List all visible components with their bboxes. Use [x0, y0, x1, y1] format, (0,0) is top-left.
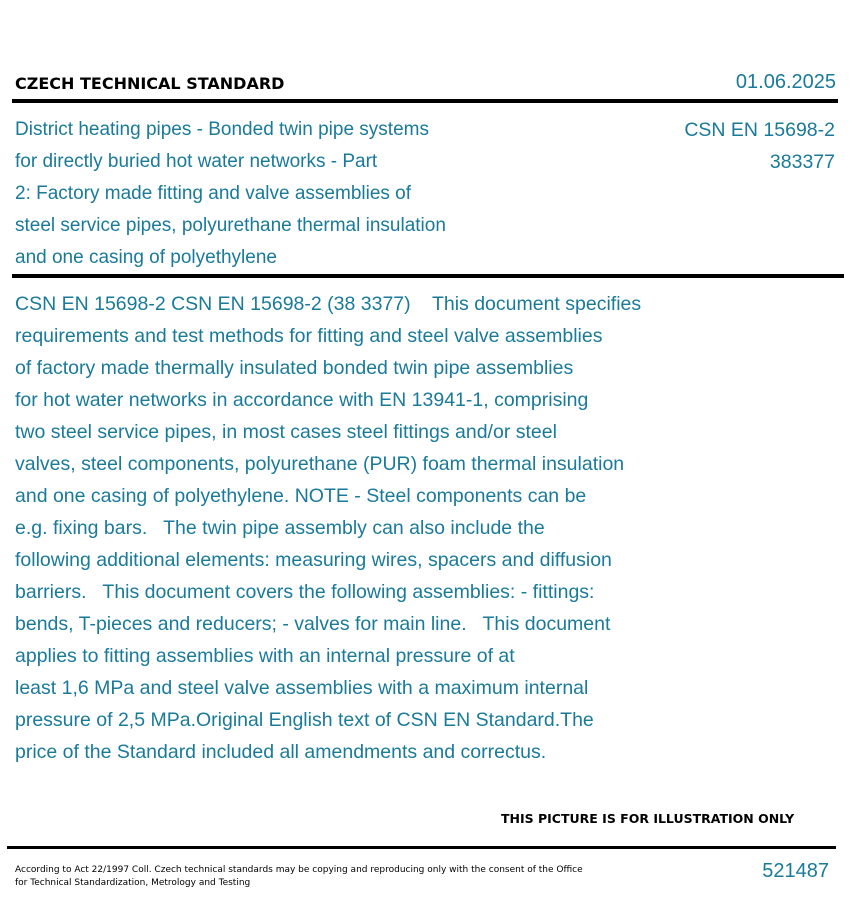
- standard-title-line: and one casing of polyethylene: [15, 247, 277, 268]
- document-header-title: CZECH TECHNICAL STANDARD: [15, 74, 285, 93]
- abstract-line: two steel service pipes, in most cases steel fittings and/or steel: [15, 421, 557, 443]
- abstract-line: barriers. This document covers the following assemblies: - fittings:: [15, 581, 595, 603]
- standard-code: CSN EN 15698-2: [684, 119, 835, 141]
- legal-notice: [15, 864, 595, 890]
- abstract-line: bends, T-pieces and reducers; - valves for main line. This document: [15, 613, 611, 635]
- abstract-line: applies to fitting assemblies with an internal pressure of at: [15, 645, 515, 667]
- abstract-line: pressure of 2,5 MPa.Original English text of CSN EN Standard.The: [15, 709, 594, 731]
- abstract-line: following additional elements: measuring wires, spacers and diffusion: [15, 549, 612, 571]
- abstract-line: CSN EN 15698-2 CSN EN 15698-2 (38 3377) This document specifies: [15, 293, 642, 315]
- abstract-line: requirements and test methods for fitting and steel valve assemblies: [15, 325, 603, 347]
- header-divider: [12, 99, 838, 103]
- abstract-line: and one casing of polyethylene. NOTE - Steel components can be: [15, 485, 587, 507]
- abstract-line: valves, steel components, polyurethane (PUR) foam thermal insulation: [15, 453, 625, 475]
- standard-title-line: 2: Factory made fitting and valve assemblies of: [15, 183, 412, 204]
- legal-notice-line: According to Act 22/1997 Coll. Czech technical standards may be copying and reproducing only with the consent of the Office: [15, 865, 583, 875]
- title-divider: [12, 274, 844, 278]
- abstract-line: of factory made thermally insulated bonded twin pipe assemblies: [15, 357, 574, 379]
- standard-title-line: steel service pipes, polyurethane thermal insulation: [15, 215, 446, 236]
- footer-divider: [7, 846, 836, 849]
- abstract-line: for hot water networks in accordance with EN 13941-1, comprising: [15, 389, 589, 411]
- abstract-line: least 1,6 MPa and steel valve assemblies with a maximum internal: [15, 677, 589, 699]
- standard-class-number: 383377: [769, 151, 835, 173]
- abstract-text: [15, 288, 735, 768]
- standard-title: [15, 114, 515, 274]
- catalog-number: 521487: [762, 860, 829, 882]
- standard-identifier: [684, 114, 835, 178]
- legal-notice-line: for Technical Standardization, Metrology and Testing: [15, 878, 251, 888]
- standard-title-line: District heating pipes - Bonded twin pipe systems: [15, 119, 429, 140]
- illustration-disclaimer: THIS PICTURE IS FOR ILLUSTRATION ONLY: [501, 811, 795, 826]
- standard-title-line: for directly buried hot water networks - Part: [15, 151, 378, 172]
- abstract-line: e.g. fixing bars. The twin pipe assembly can also include the: [15, 517, 545, 539]
- publication-date: 01.06.2025: [735, 71, 836, 93]
- abstract-line: price of the Standard included all amendments and correctus.: [15, 741, 547, 763]
